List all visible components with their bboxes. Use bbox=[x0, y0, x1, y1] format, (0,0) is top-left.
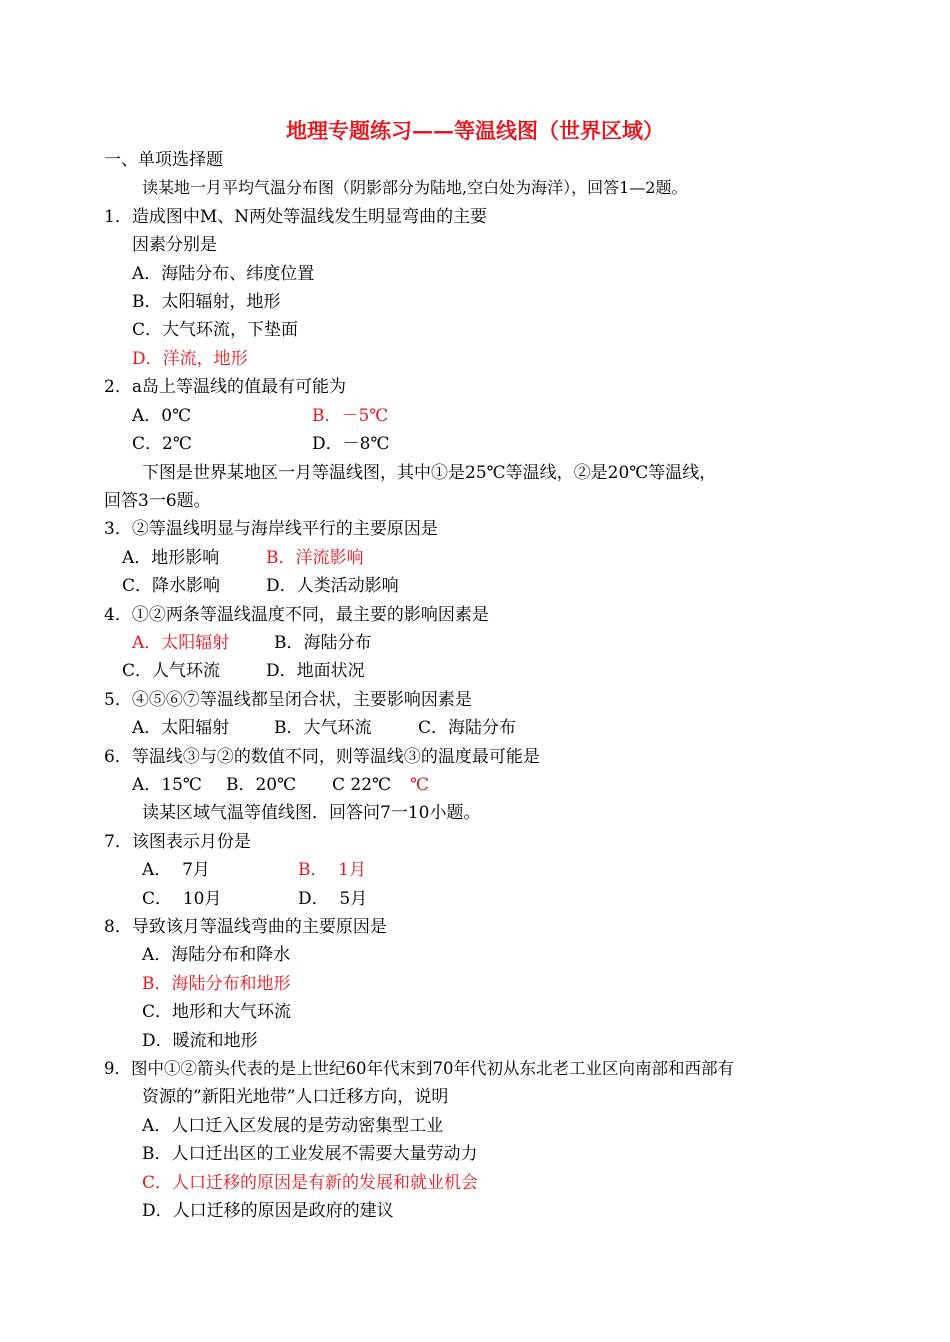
intro-text-3: 读某区域气温等值线图．回答问7一10小题。 bbox=[142, 803, 481, 823]
page-title: 地理专题练习——等温线图（世界区域） bbox=[286, 118, 664, 143]
question-1-stem: 1．造成图中M、N两处等温线发生明显弯曲的主要 bbox=[104, 207, 488, 227]
question-4-option-c: C．人气环流 bbox=[122, 661, 221, 681]
question-6-option-c: C 22℃ bbox=[332, 775, 392, 795]
question-1-option-c: C．大气环流，下垫面 bbox=[132, 320, 299, 340]
question-3-option-d: D．人类活动影响 bbox=[266, 576, 399, 596]
question-9-option-a: A．人口迁入区发展的是劳动密集型工业 bbox=[142, 1116, 444, 1136]
question-5-option-b: B．大气环流 bbox=[274, 718, 372, 738]
question-8-option-a: A．海陆分布和降水 bbox=[142, 945, 291, 965]
section-heading: 一、单项选择题 bbox=[104, 150, 223, 170]
question-4-option-d: D．地面状况 bbox=[266, 661, 365, 681]
question-3-stem: 3．②等温线明显与海岸线平行的主要原因是 bbox=[104, 519, 438, 539]
question-2-option-a: A．0℃ bbox=[132, 406, 192, 426]
question-8-option-c: C．地形和大气环流 bbox=[142, 1002, 292, 1022]
question-9-option-c-answer: C．人口迁移的原因是有新的发展和就业机会 bbox=[142, 1173, 479, 1193]
question-1-option-a: A．海陆分布、纬度位置 bbox=[132, 264, 315, 284]
question-7-option-b-answer: B． 1月 bbox=[298, 860, 367, 880]
question-6-stem: 6．等温线③与②的数值不同，则等温线③的温度最可能是 bbox=[104, 747, 540, 767]
question-7-option-d: D． 5月 bbox=[298, 889, 368, 909]
question-4-option-b: B．海陆分布 bbox=[274, 633, 372, 653]
question-1-option-b: B．太阳辐射，地形 bbox=[132, 292, 281, 312]
question-6-option-b: B．20℃ bbox=[226, 775, 297, 795]
question-1-stem-cont: 因素分别是 bbox=[132, 235, 217, 255]
question-9-stem-cont: 资源的”新阳光地带”人口迁移方向，说明 bbox=[142, 1087, 449, 1107]
question-2-stem: 2．a岛上等温线的值最有可能为 bbox=[104, 377, 346, 397]
question-8-option-b-answer: B．海陆分布和地形 bbox=[142, 974, 291, 994]
question-3-option-c: C．降水影响 bbox=[122, 576, 221, 596]
question-9-stem: 9．图中①②箭头代表的是上世纪60年代末到70年代初从东北老工业区向南部和西部有 bbox=[104, 1059, 734, 1078]
question-6-option-a: A．15℃ bbox=[132, 775, 202, 795]
question-7-option-a: A． 7月 bbox=[142, 860, 210, 880]
question-2-option-b-answer: B．－5℃ bbox=[312, 406, 389, 426]
question-2-option-c: C．2℃ bbox=[132, 434, 192, 454]
question-5-option-a: A．太阳辐射 bbox=[132, 718, 230, 738]
intro-text-2-line-2: 回答3一6题。 bbox=[104, 491, 211, 511]
question-8-stem: 8．导致该月等温线弯曲的主要原因是 bbox=[104, 917, 387, 937]
question-6-option-d-answer: ℃ bbox=[410, 775, 430, 795]
question-7-option-c: C． 10月 bbox=[142, 889, 222, 909]
question-7-stem: 7．该图表示月份是 bbox=[104, 832, 251, 852]
question-4-stem: 4．①②两条等温线温度不同，最主要的影响因素是 bbox=[104, 605, 489, 625]
question-4-option-a-answer: A．太阳辐射 bbox=[132, 633, 230, 653]
question-2-option-d: D．－8℃ bbox=[312, 434, 390, 454]
question-5-stem: 5．④⑤⑥⑦等温线都呈闭合状，主要影响因素是 bbox=[104, 690, 472, 710]
intro-text-1: 读某地一月平均气温分布图（阴影部分为陆地,空白处为海洋），回答1—2题。 bbox=[142, 178, 688, 197]
question-1-option-d-answer: D．洋流，地形 bbox=[132, 349, 248, 369]
question-9-option-b: B．人口迁出区的工业发展不需要大量劳动力 bbox=[142, 1144, 478, 1164]
intro-text-2-line-1: 下图是世界某地区一月等温线图，其中①是25℃等温线，②是20℃等温线， bbox=[142, 463, 717, 483]
question-8-option-d: D．暖流和地形 bbox=[142, 1031, 258, 1051]
question-9-option-d: D．人口迁移的原因是政府的建议 bbox=[142, 1201, 394, 1221]
question-3-option-a: A．地形影响 bbox=[122, 548, 220, 568]
question-5-option-c: C．海陆分布 bbox=[418, 718, 517, 738]
question-3-option-b-answer: B．洋流影响 bbox=[266, 548, 364, 568]
